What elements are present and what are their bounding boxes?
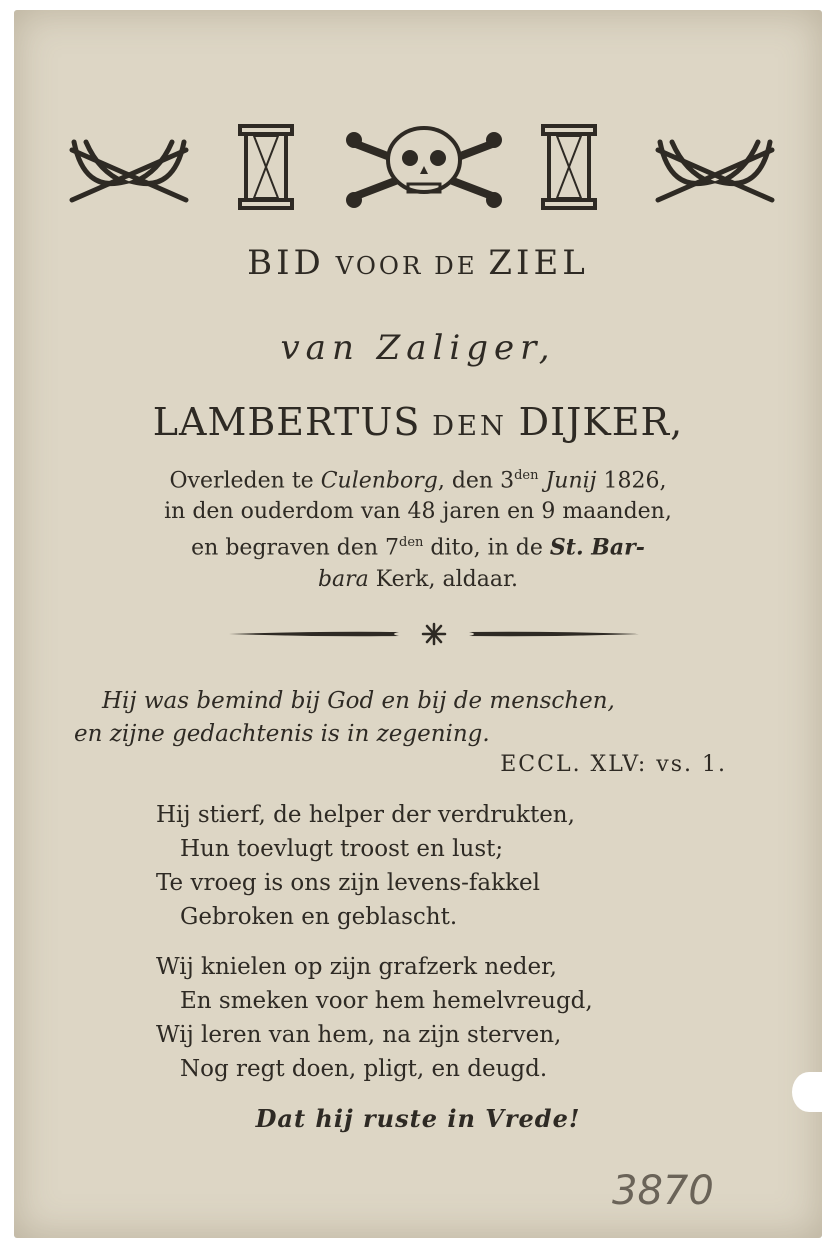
prayer-heading [14,243,822,283]
scythes-icon [64,122,194,212]
poem-line: Gebroken en geblascht. [180,904,458,930]
details-line-1 [14,460,822,496]
torn-edge [792,1072,826,1112]
heading-word-bid: BID [247,243,325,283]
details-text: , den 3 [437,468,515,494]
hourglass-icon [539,122,599,212]
details-text: dito, in de [423,535,550,561]
poem-line: Te vroeg is ons zijn levens-fakkel [156,870,540,896]
details-line-4 [14,564,822,595]
subheading: van Zaliger, [280,328,556,368]
surname: DIJKER, [518,400,684,444]
ordinal-suffix: den [399,535,424,551]
poem-stanza-1 [156,798,575,934]
poem-stanza-2 [156,950,593,1086]
closing-line: Dat hij ruste in Vrede! [255,1104,581,1133]
skull-crossbones-icon [344,122,504,212]
first-name: LAMBERTUS [152,400,421,444]
verse-line: Hij was bemind bij God en bij de menschen, [102,688,615,714]
ordinal-suffix: den [514,468,539,483]
death-details [14,460,822,595]
poem-line: Hun toevlugt troost en lust; [180,836,504,862]
poem-line: Wij knielen op zijn grafzerk neder, [156,954,557,980]
verse-line: en zijne gedachtenis is in zegening. [74,721,490,747]
divider-ornament [229,622,639,646]
poem-line: Nog regt doen, pligt, en deugd. [180,1056,548,1082]
catalog-number: 3870 [612,1168,714,1214]
details-text: Overleden te [169,468,321,494]
bible-verse [74,685,615,751]
details-text: en begraven den 7 [191,535,400,561]
deceased-name [14,400,822,444]
year: 1826, [596,468,667,494]
memorial-card [14,10,822,1238]
name-particle: DEN [420,411,519,442]
poem-line: En smeken voor hem hemelvreugd, [180,988,593,1014]
church-name: St. Bar- [549,534,645,561]
scythes-icon [650,122,780,212]
month-name: Junij [538,468,597,494]
church-name: bara [317,566,369,592]
verse-reference: ECCL. XLV: vs. 1. [500,752,727,777]
poem-line: Wij leren van hem, na zijn sterven, [156,1022,562,1048]
details-line-3 [14,527,822,563]
details-line-2: in den ouderdom van 48 jaren en 9 maanden, [164,499,672,525]
ornament-row [64,122,784,212]
hourglass-icon [236,122,296,212]
heading-words-voor-de: VOOR DE [324,251,489,280]
details-text: Kerk, aldaar. [368,566,519,592]
heading-word-ziel: ZIEL [488,243,589,283]
place-name: Culenborg [320,468,438,494]
poem-line: Hij stierf, de helper der verdrukten, [156,802,575,828]
